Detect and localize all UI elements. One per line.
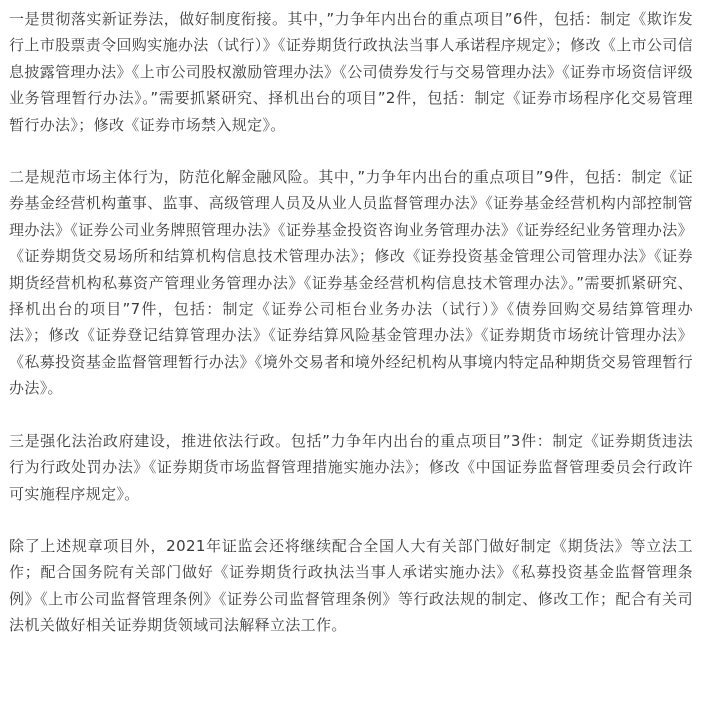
paragraph-market-entity-regulation: 二是规范市场主体行为，防范化解金融风险。其中，”力争年内出台的重点项目”9件，包括：制定《证券基金经营机构董事、监事、高级管理人员及从业人员监督管理办法》《证券基金经营机构内部控制管理办法》《证券公司业务牌照管理办法》《证券基金投资咨询业务管理办法》《证券经纪业务管理办法》《证券期货交易场所和结算机构信息技术管理办法》；修改《证券投资基金管理公司管理办法》《证券期货经营机构私募资产管理业务管理办法》《证券基金经营机构信息技术管理办法》。”需要抓紧研究、择机出台的项目”7件，包括：制定《证券公司柜台业务办法（试行）》《债券回购交易结算管理办法》；修改《证券登记结算管理办法》《证券结算风险基金管理办法》《证券期货市场统计管理办法》《私募投资基金监督管理暂行办法》《境外交易者和境外经纪机构从事境内特定品种期货交易管理暂行办法》。 <box>9 168 693 398</box>
paragraph-securities-law-alignment: 一是贯彻落实新证券法，做好制度衔接。其中，”力争年内出台的重点项目”6件，包括：制定《欺诈发行上市股票责令回购实施办法（试行）》《证券期货行政执法当事人承诺程序规定》；修改《上市公司信息披露管理办法》《上市公司股权激励管理办法》《公司债券发行与交易管理办法》《证券市场资信评级业务管理暂行办法》。”需要抓紧研究、择机出台的项目”2件，包括：制定《证券市场程序化交易管理暂行办法》；修改《证券市场禁入规定》。 <box>9 10 693 134</box>
paragraph-rule-of-law-government: 三是强化法治政府建设，推进依法行政。包括”力争年内出台的重点项目”3件：制定《证券期货违法行为行政处罚办法》《证券期货市场监督管理措施实施办法》；修改《中国证券监督管理委员会行政许可实施程序规定》。 <box>9 431 693 503</box>
paragraph-other-legislation: 除了上述规章项目外，2021年证监会还将继续配合全国人大有关部门做好制定《期货法》等立法工作；配合国务院有关部门做好《证券期货行政执法当事人承诺实施办法》《私募投资基金监督管理条例》《上市公司监督管理条例》《证券公司监督管理条例》等行政法规的制定、修改工作；配合有关司法机关做好相关证券期货领域司法解释立法工作。 <box>9 536 693 635</box>
article-body <box>9 6 693 665</box>
